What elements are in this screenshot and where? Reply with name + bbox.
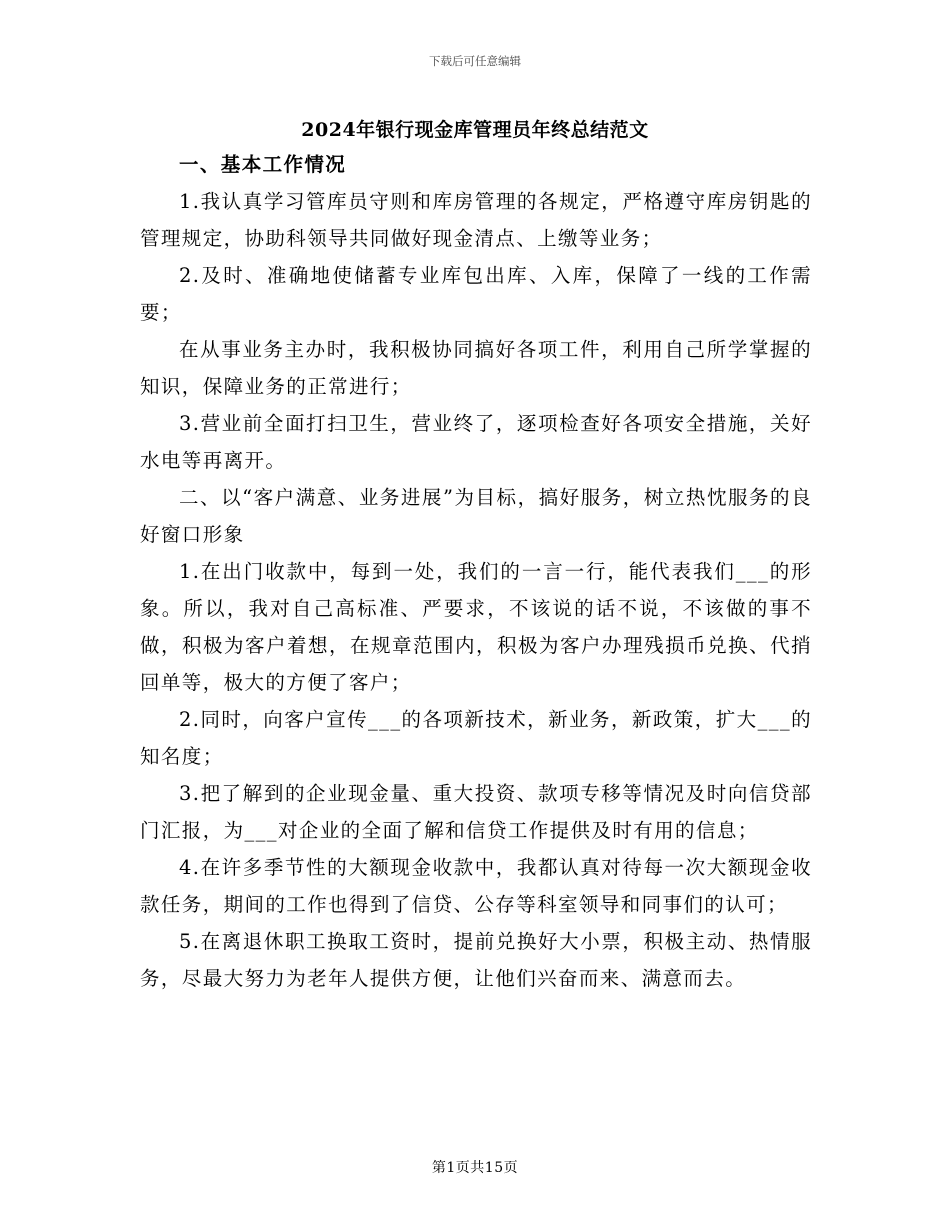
page-footer: 第1页共15页 <box>431 1160 519 1176</box>
paragraph: 2.同时，向客户宣传___的各项新技术，新业务，新政策，扩大___的知名度； <box>140 708 812 768</box>
paragraph: 3.把了解到的企业现金量、重大投资、款项专移等情况及时向信贷部门汇报，为___对企业的全面了解和信贷工作提供及时有用的信息； <box>140 782 812 842</box>
paragraph: 1.我认真学习管库员守则和库房管理的各规定，严格遵守库房钥匙的管理规定，协助科领导共同做好现金清点、上缴等业务； <box>140 190 812 250</box>
paragraph: 在从事业务主办时，我积极协同搞好各项工件，利用自己所学掌握的知识，保障业务的正常进行； <box>140 338 812 398</box>
document-title: 2024年银行现金库管理员年终总结范文 <box>301 119 649 141</box>
section-heading: 一、基本工作情况 <box>179 153 347 176</box>
paragraph: 4.在许多季节性的大额现金收款中，我都认真对待每一次大额现金收款任务，期间的工作也得到了信贷、公存等科室领导和同事们的认可； <box>140 856 812 916</box>
paragraph: 3.营业前全面打扫卫生，营业终了，逐项检查好各项安全措施，关好水电等再离开。 <box>140 412 812 472</box>
header-note: 下载后可任意编辑 <box>429 54 521 68</box>
section-heading-2: 二、以“客户满意、业务进展”为目标，搞好服务，树立热忱服务的良好窗口形象 <box>140 486 812 546</box>
paragraph: 1.在出门收款中，每到一处，我们的一言一行，能代表我们___的形象。所以，我对自己高标准、严要求，不该说的话不说，不该做的事不做，积极为客户着想，在规章范围内，积极为客户办理残损币兑换、代捎回单等，极大的方便了客户； <box>140 560 812 694</box>
paragraph: 2.及时、准确地使储蓄专业库包出库、入库，保障了一线的工作需要； <box>140 264 812 324</box>
document-body <box>140 146 812 997</box>
paragraph: 5.在离退休职工换取工资时，提前兑换好大小票，积极主动、热情服务，尽最大努力为老年人提供方便，让他们兴奋而来、满意而去。 <box>140 930 812 990</box>
